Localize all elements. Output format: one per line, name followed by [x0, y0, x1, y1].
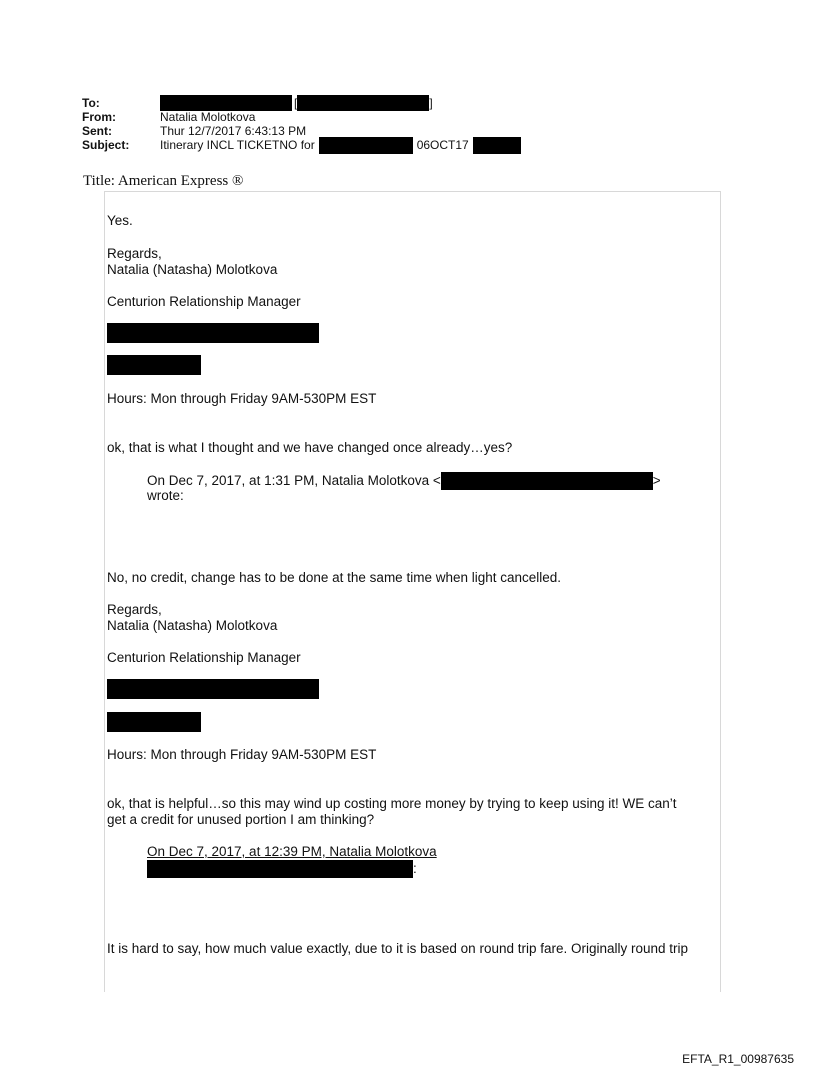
subject-prefix: Itinerary INCL TICKETNO for [160, 138, 315, 152]
redaction-bar [107, 712, 201, 732]
redaction-bar [160, 95, 292, 111]
signature-regards: Regards, [107, 246, 162, 261]
email-header [82, 96, 521, 152]
redaction-bar [107, 323, 319, 343]
quote-header [147, 472, 661, 490]
signature-name: Natalia (Natasha) Molotkova [107, 618, 278, 633]
message-text: Yes. [107, 213, 133, 228]
redaction-bar [319, 137, 413, 154]
signature-role: Centurion Relationship Manager [107, 294, 301, 309]
bracket-close: ] [429, 96, 433, 110]
redaction-bar [107, 679, 319, 699]
bracket-open: [ [294, 96, 298, 110]
quote-header-colon: : [413, 861, 417, 876]
to-label: To: [82, 96, 100, 110]
quote-header-text: On Dec 7, 2017, at 1:31 PM, Natalia Molotkova < [147, 473, 441, 488]
document-id: EFTA_R1_00987635 [682, 1052, 794, 1066]
from-row [82, 110, 521, 124]
subject-row [82, 138, 521, 152]
to-row [82, 96, 521, 110]
redaction-bar [147, 860, 413, 878]
signature-hours: Hours: Mon through Friday 9AM-530PM EST [107, 391, 377, 406]
subject-label: Subject: [82, 138, 130, 152]
redaction-bar [297, 95, 429, 111]
subject-date: 06OCT17 [416, 138, 469, 152]
signature-role: Centurion Relationship Manager [107, 650, 301, 665]
quote-header-close: > [652, 473, 661, 488]
page-title: Title: American Express ® [83, 173, 244, 189]
from-value: Natalia Molotkova [160, 110, 256, 124]
redaction-bar [441, 472, 653, 490]
sent-label: Sent: [82, 124, 112, 138]
sent-value: Thur 12/7/2017 6:43:13 PM [160, 124, 307, 138]
quote-header-text: On Dec 7, 2017, at 12:39 PM, Natalia Molotkova [147, 844, 437, 859]
message-text: No, no credit, change has to be done at the same time when light cancelled. [107, 570, 562, 585]
message-text: ok, that is what I thought and we have changed once already…yes? [107, 440, 513, 455]
quote-header-wrote: wrote: [147, 488, 184, 503]
message-text: ok, that is helpful…so this may wind up costing more money by trying to keep using it! WE can’t [107, 796, 677, 811]
redaction-bar [107, 355, 201, 375]
signature-name: Natalia (Natasha) Molotkova [107, 262, 278, 277]
signature-hours: Hours: Mon through Friday 9AM-530PM EST [107, 747, 377, 762]
from-label: From: [82, 110, 116, 124]
sent-row [82, 124, 521, 138]
signature-regards: Regards, [107, 602, 162, 617]
quote-header [147, 860, 417, 878]
message-text: It is hard to say, how much value exactly, due to it is based on round trip fare. Originally round trip [107, 941, 689, 956]
message-text: get a credit for unused portion I am thinking? [107, 812, 375, 827]
redaction-bar [473, 137, 521, 154]
